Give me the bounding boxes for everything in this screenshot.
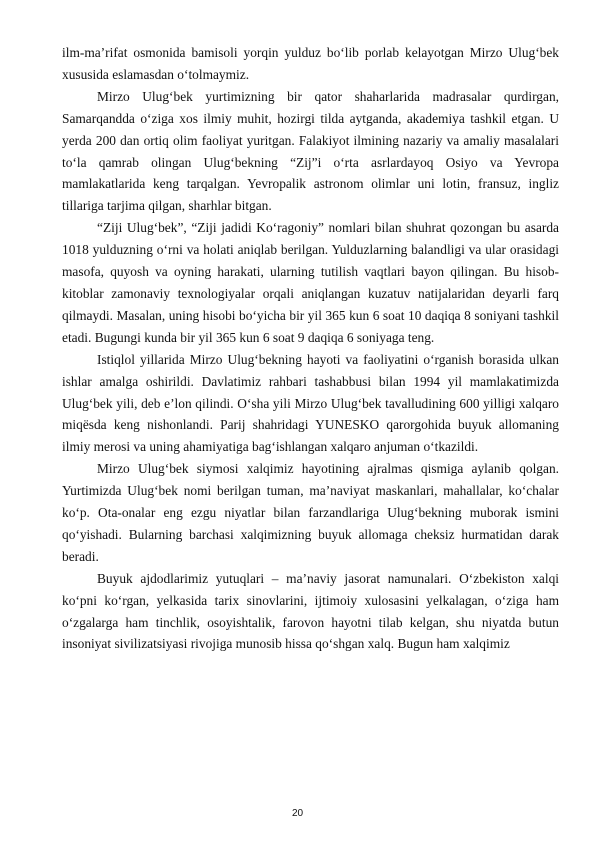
page-number: 20: [291, 808, 304, 819]
paragraph: Mirzo Ulug‘bek siymosi xalqimiz hayotining ajralmas qismiga aylanib qolgan. Yurtimizda Ulug‘bek nomi berilgan tuman, ma’naviyat maskanlari, mahallalar, ko‘chalar ko‘p. Ota-onalar eng ezgu niyatlar bilan farzandlariga Ulug‘bekning muborak ismini qo‘yishadi. Bularning barchasi xalqimizning buyuk allomaga cheksiz hurmatidan darak beradi.: [62, 461, 559, 564]
document-page: [62, 42, 559, 655]
paragraph: “Ziji Ulug‘bek”, “Ziji jadidi Ko‘ragoniy” nomlari bilan shuhrat qozongan bu asarda 1018 yulduzning o‘rni va holati aniqlab berilgan. Yulduzlarning balandligi va ular orasidagi masofa, quyosh va oyning harakati, ularning tutilish vaqtlari bayon qilingan. Bu hisob-kitoblar zamonaviy texnologiyalar orqali aniqlangan kuzatuv natijalaridan deyarli farq qilmaydi. Masalan, uning hisobi bo‘yicha bir yil 365 kun 6 soat 10 daqiqa 8 soniyani tashkil etadi. Bugungi kunda bir yil 365 kun 6 soat 9 daqiqa 6 soniyaga teng.: [62, 220, 559, 345]
paragraph: Istiqlol yillarida Mirzo Ulug‘bekning hayoti va faoliyatini o‘rganish borasida ulkan ishlar amalga oshirildi. Davlatimiz rahbari tashabbusi bilan 1994 yil mamlakatimizda Ulug‘bek yili, deb e’lon qilindi. O‘sha yili Mirzo Ulug‘bek tavalludining 600 yilligi xalqaro miqёsda keng nishonlandi. Parij shahridagi YUNESKO qarorgohida buyuk allomaning ilmiy merosi va uning ahamiyatiga bag‘ishlangan xalqaro anjuman o‘tkazildi.: [62, 351, 559, 455]
paragraph-continuation: ilm-ma’rifat osmonida bamisoli yorqin yulduz bo‘lib porlab kelayotgan Mirzo Ulug‘bek xususida eslamasdan o‘tolmaymiz.: [62, 45, 559, 82]
paragraph: Buyuk ajdodlarimiz yutuqlari – ma’naviy jasorat namunalari. O‘zbekiston xalqi ko‘pni ko‘rgan, yelkasida tarix sinovlarini, ijtimoiy xulosasini yelkalagan, o‘ziga ham o‘zgalarga ham tinchlik, osoyishtalik, farovon hayotni tilab kelgan, shu niyatda butun insoniyat sivilizatsiyasi rivojiga munosib hissa qo‘shgan xalq. Bugun ham xalqimiz: [62, 570, 559, 652]
paragraph: Mirzo Ulug‘bek yurtimizning bir qator shaharlarida madrasalar qurdirgan, Samarqandda o‘ziga xos ilmiy muhit, hozirgi tilda aytganda, akademiya tashkil etgan. U yerda 200 dan ortiq olim faoliyat yuritgan. Falakiyot ilmining nazariy va amaliy masalalari to‘la qamrab olingan Ulug‘bekning “Zij”i o‘rta asrlardayoq Osiyo va Yevropa mamlakatlarida keng tarqalgan. Yevropalik astronom olimlar uni lotin, fransuz, ingliz tillariga tarjima qilgan, sharhlar bitgan.: [62, 88, 559, 214]
